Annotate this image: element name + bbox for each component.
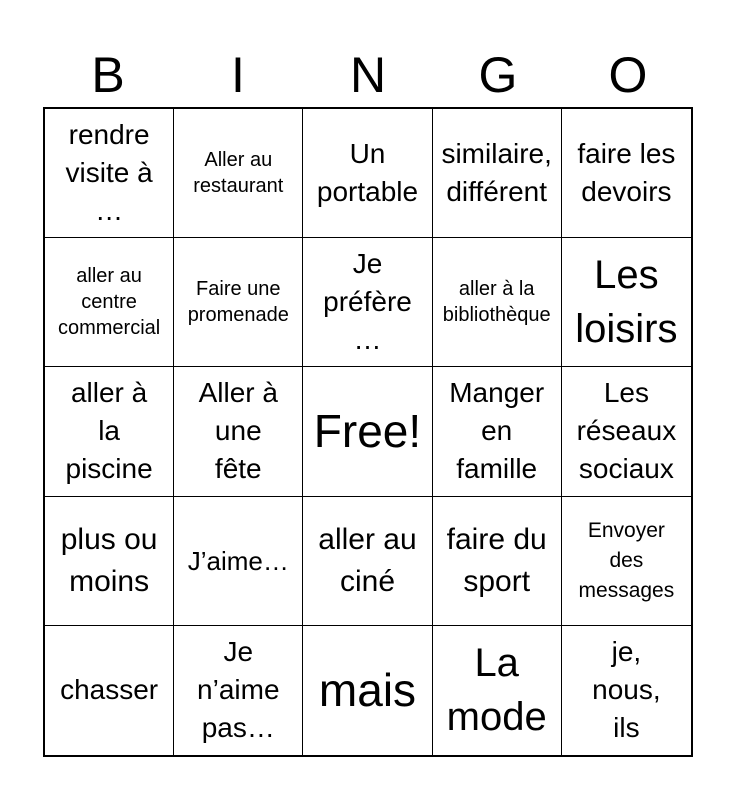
cell-text: Un portable [316, 138, 419, 208]
header-letter-g: G [478, 47, 518, 103]
bingo-cell-r2c2 [174, 238, 303, 367]
bingo-cell-r4c4 [433, 497, 562, 626]
bingo-cell-r1c5 [562, 109, 691, 238]
cell-text: rendre visite à … [65, 119, 153, 227]
header-letter-i: I [231, 47, 245, 103]
cell-text: Free! [313, 405, 422, 458]
bingo-cell-r3c1 [45, 367, 174, 496]
cell-text: Les loisirs [575, 253, 678, 352]
cell-text: aller à la bibliothèque [442, 278, 551, 327]
cell-text: mais [318, 664, 417, 717]
header-letter-b: B [91, 47, 125, 103]
cell-text: J’aime… [187, 545, 289, 576]
header-letter-n: N [349, 47, 387, 103]
cell-text: similaire, différent [441, 138, 552, 208]
cell-text: je, nous, ils [592, 636, 661, 744]
bingo-cell-r1c4 [433, 109, 562, 238]
cell-text: faire du sport [446, 522, 547, 598]
bingo-cell-r2c3 [303, 238, 432, 367]
bingo-cell-r3c4 [433, 367, 562, 496]
cell-text: Je préfère … [323, 248, 412, 356]
bingo-cell-r5c1 [45, 626, 174, 755]
bingo-cell-r2c5 [562, 238, 691, 367]
bingo-cell-r4c2 [174, 497, 303, 626]
bingo-cell-r4c3 [303, 497, 432, 626]
bingo-cell-r3c3 [303, 367, 432, 496]
bingo-cell-r5c2 [174, 626, 303, 755]
cell-text: Manger en famille [449, 377, 545, 485]
bingo-cell-r5c5 [562, 626, 691, 755]
cell-text: faire les devoirs [577, 138, 676, 208]
bingo-cell-r1c3 [303, 109, 432, 238]
bingo-cell-r5c4 [433, 626, 562, 755]
cell-text: plus ou moins [60, 522, 158, 598]
cell-text: aller au ciné [318, 522, 417, 598]
bingo-cell-r2c4 [433, 238, 562, 367]
bingo-card-grid [43, 107, 693, 757]
cell-text: aller à la piscine [65, 377, 153, 485]
cell-text: La mode [446, 641, 547, 740]
bingo-header [43, 44, 693, 106]
header-letter-o: O [608, 47, 648, 103]
cell-text: Faire une promenade [187, 278, 289, 327]
bingo-cell-r1c1 [45, 109, 174, 238]
bingo-cell-r4c5 [562, 497, 691, 626]
bingo-cell-r5c3 [303, 626, 432, 755]
bingo-cell-r3c2 [174, 367, 303, 496]
cell-text: Envoyer des messages [578, 518, 675, 602]
bingo-cell-r2c1 [45, 238, 174, 367]
cell-text: Aller au restaurant [193, 149, 284, 198]
bingo-cell-r1c2 [174, 109, 303, 238]
cell-text: Aller à une fête [198, 377, 278, 485]
cell-text: chasser [60, 674, 159, 706]
cell-text: Je n’aime pas… [197, 636, 280, 744]
cell-text: Les réseaux sociaux [576, 377, 677, 485]
bingo-cell-r3c5 [562, 367, 691, 496]
cell-text: aller au centre commercial [57, 265, 161, 340]
bingo-cell-r4c1 [45, 497, 174, 626]
